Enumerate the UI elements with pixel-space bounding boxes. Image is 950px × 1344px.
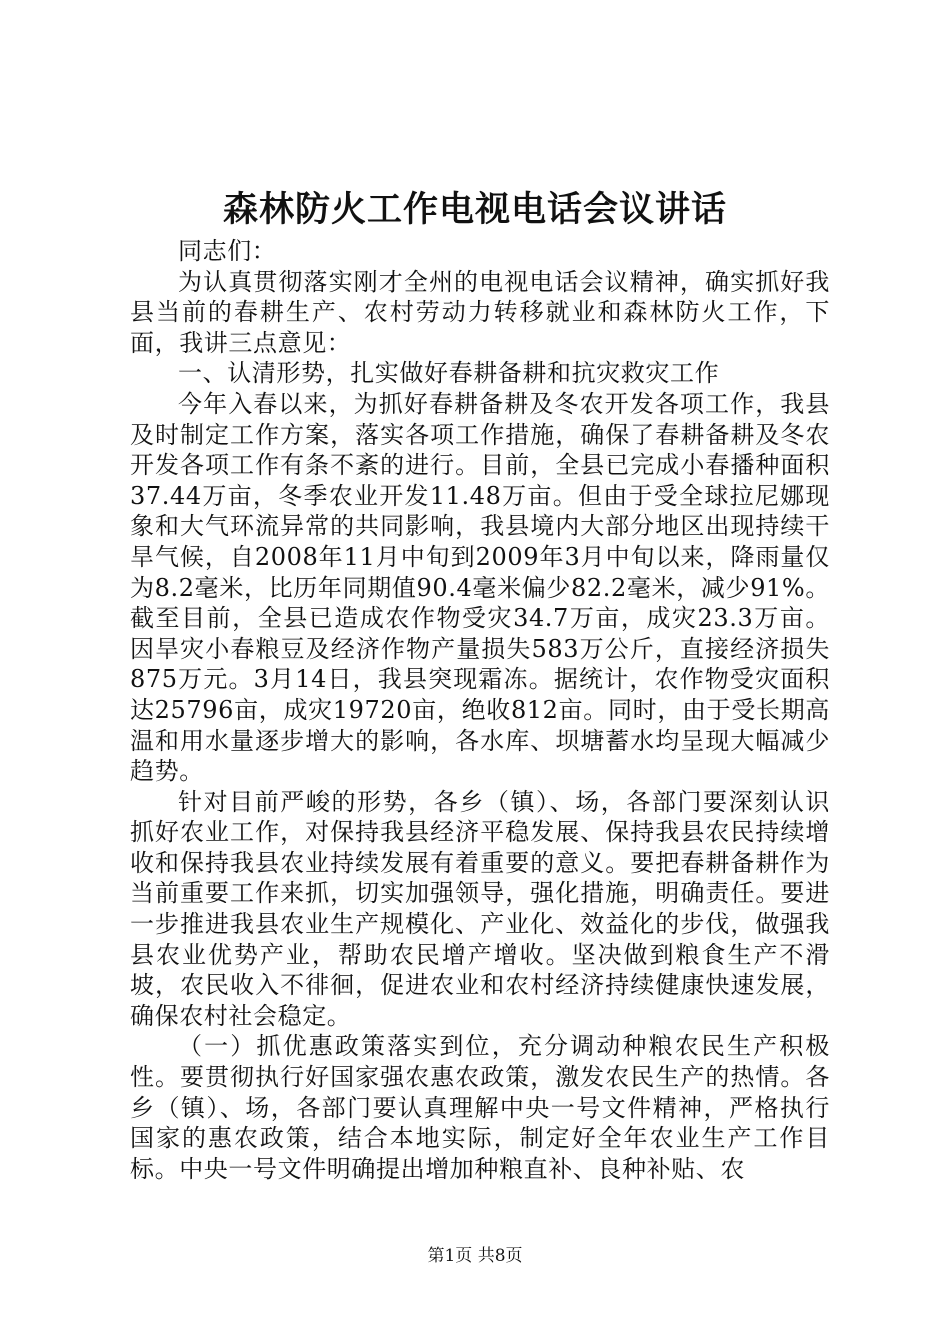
body-paragraph: （一）抓优惠政策落实到位，充分调动种粮农民生产积极性。要贯彻执行好国家强农惠农政策，激发农民生产的热情。各乡（镇）、场，各部门要认真理解中央一号文件精神，严格执行国家的惠农政策，结合本地实际，制定好全年农业生产工作目标。中央一号文件明确提出增加种粮直补、良种补贴、农 bbox=[130, 1032, 830, 1183]
page-footer: 第1页 共8页 bbox=[427, 1246, 523, 1266]
page-title: 森林防火工作电视电话会议讲话 bbox=[222, 189, 727, 230]
body-paragraph: 针对目前严峻的形势，各乡（镇）、场，各部门要深刻认识抓好农业工作，对保持我县经济平稳发展、保持我县农民持续增收和保持我县农业持续发展有着重要的意义。要把春耕备耕作为当前重要工作来抓，切实加强领导，强化措施，明确责任。要进一步推进我县农业生产规模化、产业化、效益化的步伐，做强我县农业优势产业，帮助农民增产增收。坚决做到粮食生产不滑坡，农民收入不徘徊，促进农业和农村经济持续健康快速发展，确保农村社会稳定。 bbox=[130, 787, 830, 1030]
section-heading: 一、认清形势，扎实做好春耕备耕和抗灾救灾工作 bbox=[178, 359, 720, 388]
salutation-paragraph: 同志们： bbox=[178, 237, 277, 265]
document-body bbox=[130, 236, 830, 1184]
intro-paragraph: 为认真贯彻落实刚才全州的电视电话会议精神，确实抓好我县当前的春耕生产、农村劳动力转移就业和森林防火工作，下面，我讲三点意见： bbox=[130, 267, 830, 357]
body-paragraph: 今年入春以来，为抓好春耕备耕及冬农开发各项工作，我县及时制定工作方案，落实各项工作措施，确保了春耕备耕及冬农开发各项工作有条不紊的进行。目前，全县已完成小春播种面积37.44万亩，冬季农业开发11.48万亩。但由于受全球拉尼娜现象和大气环流异常的共同影响，我县境内大部分地区出现持续干旱气候，自2008年11月中旬到2009年3月中旬以来，降雨量仅为8.2毫米，比历年同期值90.4毫米偏少82.2毫米，减少91%。截至目前，全县已造成农作物受灾34.7万亩，成灾23.3万亩。因旱灾小春粮豆及经济作物产量损失583万公斤，直接经济损失875万元。3月14日，我县突现霜冻。据统计，农作物受灾面积达25796亩，成灾19720亩，绝收812亩。同时，由于受长期高温和用水量逐步增大的影响，各水库、坝塘蓄水均呈现大幅减少趋势。 bbox=[130, 389, 830, 786]
